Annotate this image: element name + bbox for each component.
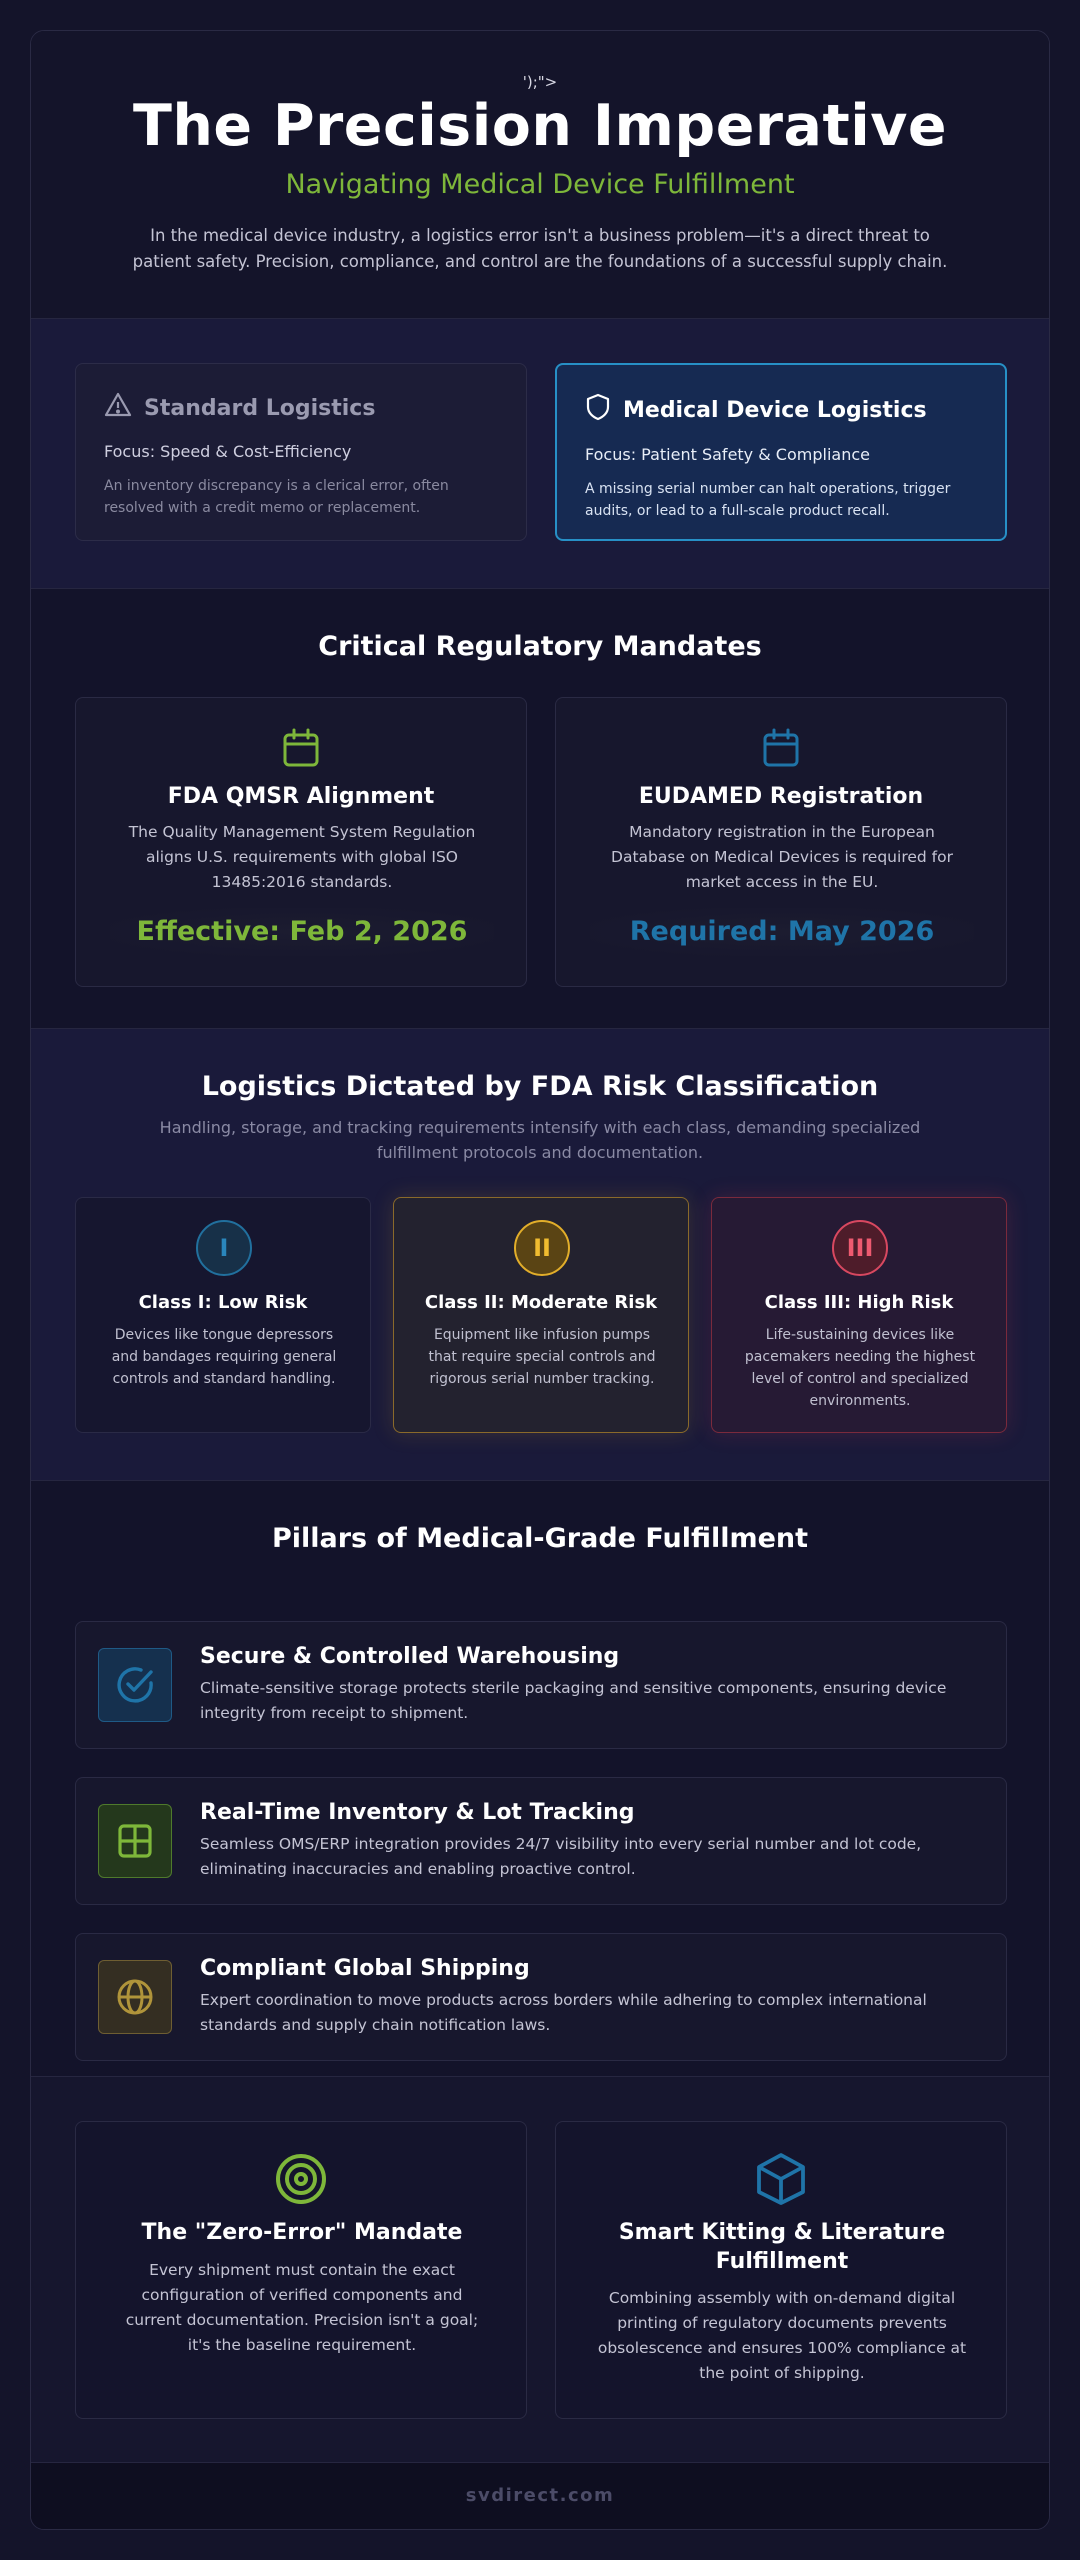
comparison-section (31, 319, 1049, 589)
infographic-frame (30, 30, 1050, 2530)
risk-card-class-1 (75, 1197, 371, 1433)
shield-icon (585, 393, 611, 427)
footer-website-link[interactable]: svdirect.com (465, 2485, 615, 2506)
mandates-section (31, 589, 1049, 1029)
calendar-icon (762, 728, 800, 772)
mandate-description: The Quality Management System Regulation aligns U.S. requirements with global ISO 13485:2016 standards. (128, 823, 476, 891)
medical-logistics-title: Medical Device Logistics (623, 397, 927, 423)
footer (31, 2463, 1049, 2530)
artifact-text: ');"> (522, 73, 558, 91)
standard-logistics-focus: Focus: Speed & Cost-Efficiency (104, 442, 352, 461)
medical-logistics-card (555, 363, 1007, 541)
pillar-description: Expert coordination to move products across borders while adhering to complex international standards and supply chain notification laws. (200, 1991, 927, 2034)
mandate-date: Effective: Feb 2, 2026 (110, 908, 494, 956)
pillar-title: Real-Time Inventory & Lot Tracking (200, 1800, 635, 1825)
standard-logistics-card (75, 363, 527, 541)
zero-error-card (75, 2121, 527, 2419)
intro-text: In the medical device industry, a logistics error isn't a business problem—it's a direct threat to patient safety. Precision, compliance, and control are the foundations of a successful supply chain. (132, 226, 948, 271)
risk-card-description: Equipment like infusion pumps that require special controls and rigorous serial number tracking. (428, 1327, 656, 1387)
box-icon (755, 2152, 807, 2210)
risk-section (31, 1029, 1049, 1481)
mandates-title: Critical Regulatory Mandates (318, 631, 762, 662)
smart-kitting-title: Smart Kitting & Literature Fulfillment (618, 2220, 946, 2274)
page-subtitle: Navigating Medical Device Fulfillment (285, 169, 795, 200)
target-icon (274, 2152, 328, 2210)
smart-kitting-card (555, 2121, 1007, 2419)
pillars-title: Pillars of Medical-Grade Fulfillment (271, 1523, 809, 1554)
page-title: The Precision Imperative (132, 93, 948, 159)
class-badge: I (196, 1220, 252, 1276)
mandate-title: FDA QMSR Alignment (167, 784, 435, 809)
mandate-title: EUDAMED Registration (638, 784, 924, 809)
class-badge: III (832, 1220, 888, 1276)
mandate-card-eudamed (555, 697, 1007, 987)
pillar-shipping (75, 1933, 1007, 2061)
warning-triangle-icon (104, 392, 132, 424)
globe-icon (98, 1960, 172, 2034)
mandate-date: Required: May 2026 (590, 908, 974, 956)
grid-icon (98, 1804, 172, 1878)
calendar-icon (282, 728, 320, 772)
pillar-description: Seamless OMS/ERP integration provides 24/7 visibility into every serial number and lot code, eliminating inaccuracies and enabling proactive control. (200, 1835, 922, 1878)
risk-subtitle: Handling, storage, and tracking requirements intensify with each class, demanding specialized fulfillment protocols and documentation. (159, 1118, 921, 1162)
risk-card-description: Devices like tongue depressors and bandages requiring general controls and standard handling. (111, 1327, 337, 1387)
smart-kitting-description: Combining assembly with on-demand digital printing of regulatory documents prevents obsolescence and ensures 100% compliance at the point of shipping. (597, 2289, 967, 2382)
risk-card-class-3 (711, 1197, 1007, 1433)
risk-title: Logistics Dictated by FDA Risk Classification (201, 1071, 879, 1102)
pillar-description: Climate-sensitive storage protects sterile packaging and sensitive components, ensuring device integrity from receipt to shipment. (200, 1679, 947, 1722)
standard-logistics-text: An inventory discrepancy is a clerical error, often resolved with a credit memo or replacement. (104, 478, 449, 516)
risk-card-title: Class II: Moderate Risk (424, 1292, 658, 1313)
check-circle-icon (98, 1648, 172, 1722)
risk-card-description: Life-sustaining devices like pacemakers needing the highest level of control and specialized environments. (744, 1327, 976, 1409)
pillars-section (31, 1481, 1049, 2077)
standard-logistics-header (104, 392, 498, 424)
standard-logistics-title: Standard Logistics (144, 395, 376, 421)
risk-card-title: Class III: High Risk (764, 1292, 954, 1313)
mandate-card-qmsr (75, 697, 527, 987)
pillar-title: Compliant Global Shipping (200, 1956, 530, 1981)
risk-card-class-2 (393, 1197, 689, 1433)
medical-logistics-text: A missing serial number can halt operations, trigger audits, or lead to a full-scale product recall. (585, 481, 951, 519)
zero-error-title: The "Zero-Error" Mandate (141, 2220, 463, 2245)
medical-logistics-focus: Focus: Patient Safety & Compliance (585, 445, 870, 464)
bottom-section (31, 2077, 1049, 2463)
zero-error-description: Every shipment must contain the exact configuration of verified components and current documentation. Precision isn't a goal; it's the baseline requirement. (125, 2261, 479, 2354)
pillar-title: Secure & Controlled Warehousing (200, 1644, 620, 1669)
hero-section (31, 31, 1049, 319)
medical-logistics-header (585, 393, 977, 427)
mandate-description: Mandatory registration in the European Database on Medical Devices is required for market access in the EU. (611, 823, 953, 891)
risk-card-title: Class I: Low Risk (138, 1292, 308, 1313)
class-badge: II (514, 1220, 570, 1276)
pillar-tracking (75, 1777, 1007, 1905)
pillar-warehousing (75, 1621, 1007, 1749)
